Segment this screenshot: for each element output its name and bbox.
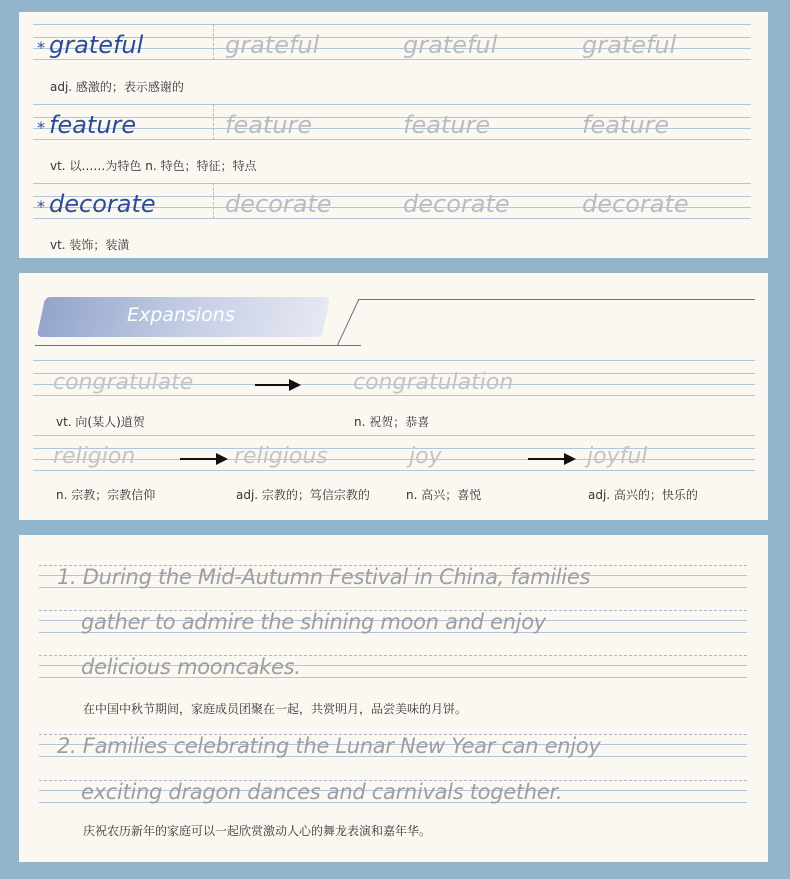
sentence-translation: 在中国中秋节期间，家庭成员团聚在一起，共赏明月，品尝美味的月饼。 (83, 702, 468, 716)
expansion-definition: n. 高兴；喜悦 (406, 488, 482, 502)
guide-line (33, 470, 755, 471)
trace-word: feature (225, 111, 313, 139)
sentence-line: 2. Families celebrating the Lunar New Year can enjoy (57, 734, 601, 758)
trace-word: feature (403, 111, 491, 139)
vocab-definition: adj. 感激的；表示感谢的 (50, 80, 184, 94)
vocab-word-decorate: decorate (49, 190, 156, 218)
arrow-right-icon (255, 379, 301, 391)
trace-word: grateful (403, 31, 498, 59)
expansion-word-religion: religion (53, 444, 136, 469)
trace-word: grateful (225, 31, 320, 59)
arrow-right-icon (180, 453, 228, 465)
vocab-definition: vt. 装饰；装潢 (50, 238, 130, 252)
key-word-marker: * (37, 38, 45, 57)
expansion-definition: n. 祝贺；恭喜 (354, 415, 430, 429)
sentence-line: exciting dragon dances and carnivals together. (81, 780, 563, 804)
expansion-definition: adj. 高兴的；快乐的 (588, 488, 698, 502)
guide-line (33, 24, 751, 25)
key-word-marker: * (37, 197, 45, 216)
guide-line (33, 360, 755, 361)
expansion-word-religious: religious (234, 444, 328, 469)
sentence-translation: 庆祝农历新年的家庭可以一起欣赏激动人心的舞龙表演和嘉年华。 (83, 824, 432, 838)
expansion-word-congratulation: congratulation (353, 370, 514, 395)
sentences-panel (19, 535, 768, 862)
trace-word: decorate (403, 190, 510, 218)
guide-line (33, 395, 755, 396)
banner-diagonal (337, 300, 359, 346)
guide-line (33, 59, 751, 60)
practice-divider (213, 183, 214, 219)
vocabulary-panel (19, 12, 768, 258)
banner-underline (35, 345, 361, 346)
practice-divider (213, 24, 214, 60)
vocab-word-grateful: grateful (49, 31, 144, 59)
expansion-definition: vt. 向(某人)道贺 (56, 415, 145, 429)
vocab-definition: vt. 以……为特色 n. 特色；特征；特点 (50, 159, 257, 173)
practice-divider (213, 104, 214, 140)
guide-line (33, 435, 755, 436)
sentence-line: 1. During the Mid-Autumn Festival in China, families (57, 565, 591, 589)
vocab-word-feature: feature (49, 111, 137, 139)
banner-topline (358, 299, 755, 300)
trace-word: feature (582, 111, 670, 139)
expansion-word-joy: joy (409, 444, 442, 469)
expansion-definition: adj. 宗教的；笃信宗教的 (236, 488, 370, 502)
guide-line (33, 104, 751, 105)
expansions-title: Expansions (127, 304, 235, 326)
trace-word: decorate (582, 190, 689, 218)
trace-word: grateful (582, 31, 677, 59)
guide-line (33, 218, 751, 219)
expansions-panel (19, 273, 768, 520)
arrow-right-icon (528, 453, 576, 465)
guide-line (33, 183, 751, 184)
sentence-line: gather to admire the shining moon and enjoy (81, 610, 546, 634)
guide-line (33, 139, 751, 140)
sentence-line: delicious mooncakes. (81, 655, 301, 679)
expansion-word-congratulate: congratulate (53, 370, 194, 395)
expansion-definition: n. 宗教；宗教信仰 (56, 488, 156, 502)
key-word-marker: * (37, 118, 45, 137)
expansion-word-joyful: joyful (587, 444, 648, 469)
trace-word: decorate (225, 190, 332, 218)
